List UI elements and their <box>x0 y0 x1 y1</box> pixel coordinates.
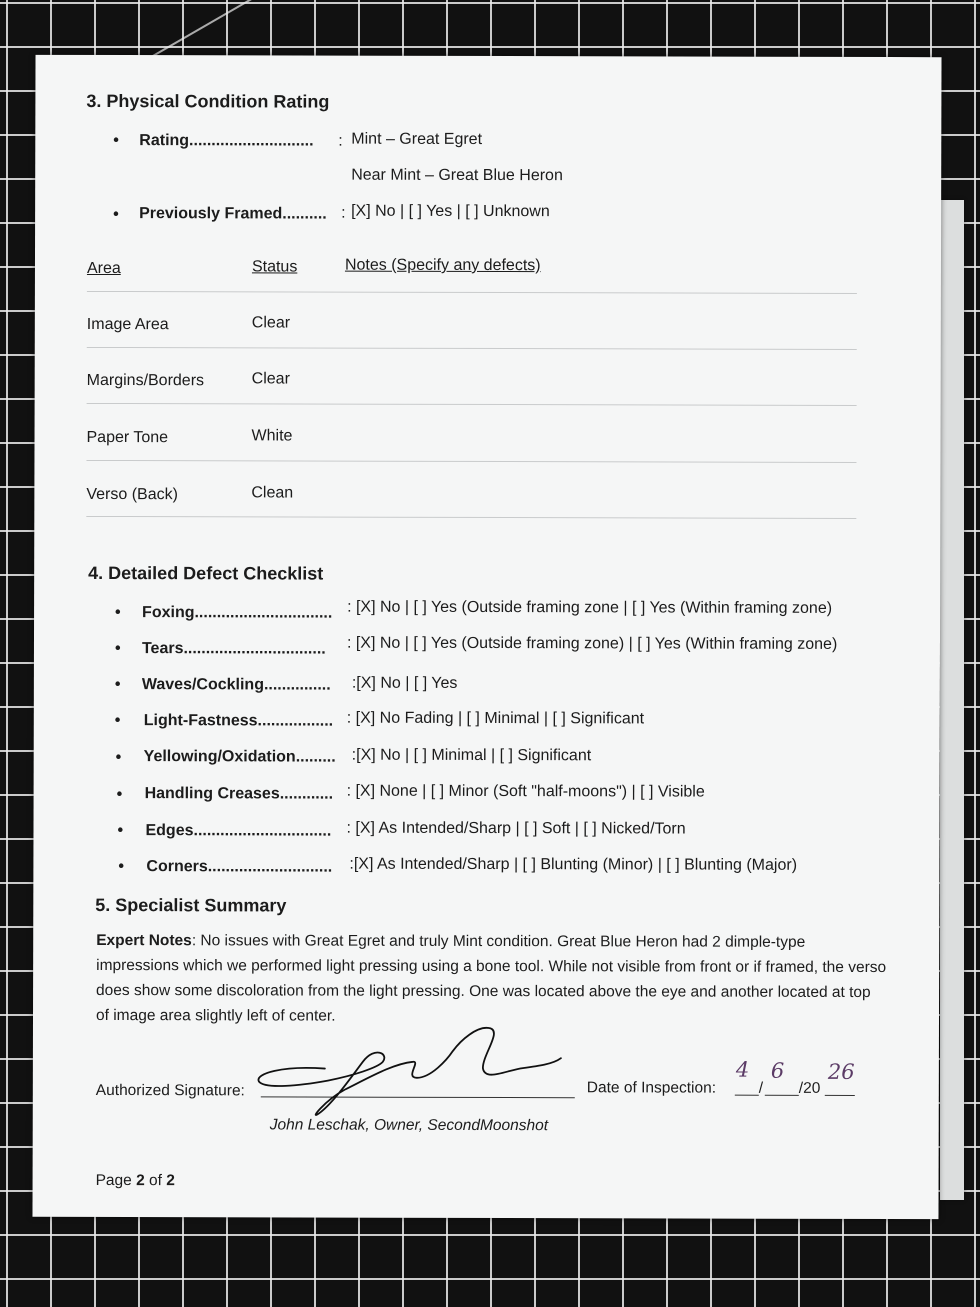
page-prefix: Page <box>95 1171 137 1190</box>
defect-label-tears: Tears................................ <box>141 640 326 658</box>
defect-value-edges: : [X] As Intended/Sharp | [ ] Soft | [ ] Nicked/Torn <box>346 819 686 838</box>
section-3-title: 3. Physical Condition Rating <box>86 90 330 112</box>
rating-value-2: Near Mint – Great Blue Heron <box>351 166 563 185</box>
table-header-area: Area <box>86 259 121 278</box>
document-page <box>32 55 941 1219</box>
date-century: /20 <box>798 1079 821 1097</box>
previously-framed-label: Previously Framed.......... <box>139 205 327 223</box>
defect-label-light-fastness: Light-Fastness................. <box>143 712 334 730</box>
date-slash: / <box>758 1079 764 1097</box>
defect-label-waves: Waves/Cockling............... <box>141 676 331 694</box>
bullet: • <box>115 604 121 622</box>
bullet: • <box>115 749 122 767</box>
defect-value-handling-creases: : [X] None | [ ] Minor (Soft "half-moons") | [ ] Visible <box>346 782 705 801</box>
defect-value-yellowing: :[X] No | [ ] Minimal | [ ] Significant <box>351 746 592 765</box>
defect-label-yellowing: Yellowing/Oxidation......... <box>143 748 336 766</box>
table-row-area: Image Area <box>86 315 169 334</box>
date-year-handwritten: 26 <box>827 1059 855 1084</box>
page-total: 2 <box>166 1172 175 1190</box>
page-of: of <box>144 1172 167 1190</box>
bullet: • <box>114 676 121 694</box>
defect-value-tears: : [X] No | [ ] Yes (Outside framing zone) | [ ] Yes (Within framing zone) <box>346 634 838 653</box>
table-row-area: Verso (Back) <box>86 485 178 504</box>
table-row-area: Margins/Borders <box>86 371 205 390</box>
bullet: • <box>114 712 121 730</box>
table-row-status: Clear <box>251 370 290 388</box>
defect-value-waves: :[X] No | [ ] Yes <box>351 674 458 692</box>
bullet: • <box>118 858 125 876</box>
table-header-status: Status <box>251 258 298 276</box>
bullet: • <box>113 206 119 224</box>
table-row-status: Clear <box>251 314 291 332</box>
defect-label-foxing: Foxing............................... <box>142 604 333 622</box>
bullet: • <box>113 132 119 150</box>
rating-value-1: Mint – Great Egret <box>351 130 483 148</box>
table-row-status: White <box>251 427 293 445</box>
rating-separator: : <box>338 132 343 150</box>
bullet: • <box>114 640 121 658</box>
bullet: • <box>116 786 123 804</box>
expert-notes-text: : No issues with Great Egret and truly Mint condition. Great Blue Heron had 2 dimple-type impressions which we performed light pressing using a bone tool. While not visible from front or if framed, the verso does show some discoloration from the light pressing. One was located above the eye and another located at top of image area slightly left of center. <box>95 932 887 1025</box>
table-row-status: Clean <box>251 484 294 502</box>
defect-value-light-fastness: : [X] No Fading | [ ] Minimal | [ ] Significant <box>346 709 645 728</box>
section-4-title: 4. Detailed Defect Checklist <box>88 562 324 584</box>
signer-name: John Leschak, Owner, SecondMoonshot <box>269 1116 549 1135</box>
defect-label-corners: Corners............................ <box>146 858 333 876</box>
page-number <box>96 1172 175 1190</box>
underlying-page-edge <box>940 200 964 1200</box>
defect-value-corners: :[X] As Intended/Sharp | [ ] Blunting (Minor) | [ ] Blunting (Major) <box>349 855 798 874</box>
date-label: Date of Inspection: <box>586 1079 717 1097</box>
signature-label: Authorized Signature: <box>95 1081 245 1100</box>
section-5-title: 5. Specialist Summary <box>95 894 287 916</box>
rating-label: Rating............................ <box>139 132 314 150</box>
table-row-area: Paper Tone <box>86 428 169 447</box>
date-month-handwritten: 4 <box>735 1057 750 1082</box>
defect-value-foxing: : [X] No | [ ] Yes (Outside framing zone | [ ] Yes (Within framing zone) <box>347 598 833 617</box>
bullet: • <box>117 822 124 840</box>
defect-label-edges: Edges............................... <box>145 822 332 840</box>
previously-framed-value: [X] No | [ ] Yes | [ ] Unknown <box>351 202 550 221</box>
previously-framed-separator: : <box>341 204 346 222</box>
table-header-notes: Notes (Specify any defects) <box>344 256 541 275</box>
date-day-handwritten: 6 <box>770 1058 785 1083</box>
expert-notes-label: Expert Notes <box>96 931 192 950</box>
defect-label-handling-creases: Handling Creases............ <box>144 785 334 803</box>
page-current: 2 <box>136 1172 145 1190</box>
handwritten-signature <box>32 55 941 1219</box>
